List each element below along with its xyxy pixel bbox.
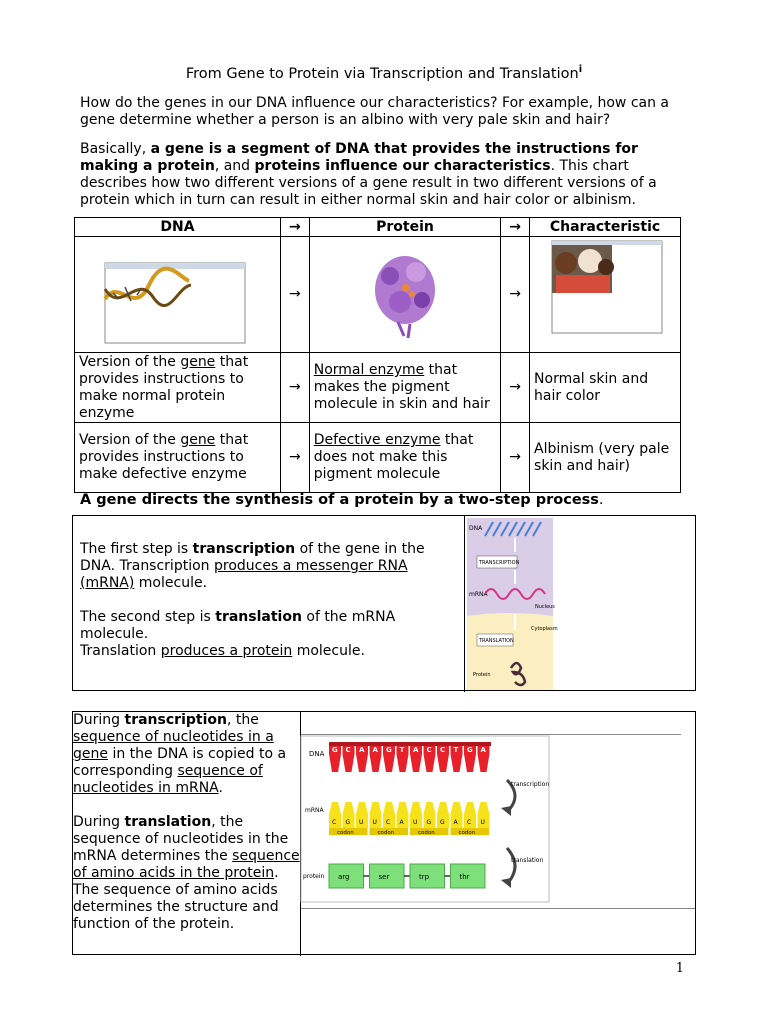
- detail-text: [73, 712, 301, 933]
- codon-label: codon: [337, 830, 354, 836]
- fig-nucleus-label: Nucleus: [535, 604, 555, 610]
- two-step-heading: A gene directs the synthesis of a protein by a two-step process.: [80, 492, 604, 508]
- dna-base-label: T: [399, 746, 405, 754]
- fig-dna-label: DNA: [469, 525, 483, 532]
- codon-label: codon: [418, 830, 435, 836]
- arrow-icon: →: [280, 423, 309, 493]
- mrna-base-label: U: [359, 819, 364, 826]
- mrna-base-label: A: [453, 819, 458, 826]
- dna-base-label: A: [372, 746, 378, 754]
- row1-characteristic: Normal skin and hair color: [530, 353, 681, 423]
- dna-helix-image: [79, 237, 275, 347]
- arrow-icon: →: [280, 218, 309, 237]
- basically-paragraph: Basically, a gene is a segment of DNA that provides the instructions for making a protein, and proteins influence our characteristics. This chart describes how two different versions of a gene result in two different versions of a protein which in turn can result in either normal skin and hair color or albinism.: [80, 141, 657, 208]
- fig-mrna-label: mRNA: [469, 591, 488, 598]
- fig-protein-label: Protein: [473, 672, 491, 678]
- mrna-base-label: U: [480, 819, 485, 826]
- header-protein: Protein: [309, 218, 501, 237]
- mrna-base-label: U: [372, 819, 377, 826]
- translation-paragraph: During translation, the sequence of nucleotides in the mRNA determines the sequence of amino acids in the protein. The sequence of amino acids determines the structure and function of the protein.: [73, 814, 300, 932]
- arrow-icon: →: [280, 237, 309, 353]
- mrna-base-label: G: [345, 819, 351, 826]
- amino-acid-label: thr: [459, 873, 470, 881]
- codon-label: codon: [377, 830, 395, 836]
- dna-base-label: G: [332, 746, 338, 754]
- mrna-base-label: G: [440, 819, 445, 826]
- mrna-base-label: G: [426, 819, 432, 826]
- image-row: [75, 237, 681, 353]
- dna-base-label: A: [413, 746, 419, 754]
- header-dna: DNA: [75, 218, 281, 237]
- header-characteristic: Characteristic: [530, 218, 681, 237]
- protein-image-cell: [309, 237, 501, 353]
- step2-paragraph: The second step is translation of the mRNA molecule.: [80, 609, 396, 642]
- page-title: From Gene to Protein via Transcription and Translation$^i$: [185, 64, 583, 82]
- mrna-base-label: C: [467, 819, 472, 826]
- children-photo-image: [534, 237, 674, 347]
- arrow-icon: →: [280, 353, 309, 423]
- dna-base-label: C: [345, 746, 351, 754]
- intro-paragraph: How do the genes in our DNA influence our characteristics? For example, how can a gene determine whether a person is an albino with very pale skin and hair?: [80, 95, 670, 128]
- step1-paragraph: The first step is transcription of the gene in the DNA. Transcription produces a messenger RNA (mRNA) molecule.: [80, 541, 425, 591]
- column-divider: [464, 516, 465, 692]
- characteristic-image-cell: [530, 237, 681, 353]
- fig-mrna-label: mRNA: [305, 807, 324, 814]
- fig-transcription-label: TRANSCRIPTION: [479, 560, 520, 566]
- row1-dna: Version of the gene that provides instructions to make normal protein enzyme: [75, 353, 281, 423]
- dna-backbone: [329, 742, 491, 746]
- two-step-text: [80, 541, 460, 660]
- dna-base-label: G: [467, 746, 473, 754]
- fig-cytoplasm-label: Cytoplasm: [531, 626, 558, 632]
- amino-acid-label: ser: [378, 873, 390, 881]
- dna-base-label: A: [480, 746, 486, 754]
- arrow-icon: →: [501, 237, 530, 353]
- gene-protein-chart-table: [74, 217, 681, 493]
- transcription-translation-figure: [467, 518, 558, 690]
- row2-dna: Version of the gene that provides instructions to make defective enzyme: [75, 423, 281, 493]
- mrna-base-label: C: [332, 819, 337, 826]
- table-row: [75, 353, 681, 423]
- row1-protein: Normal enzyme that makes the pigment molecule in skin and hair: [309, 353, 501, 423]
- mrna-base-label: C: [386, 819, 391, 826]
- fig-translation-label: translation: [511, 857, 544, 864]
- protein-structure-image: [360, 242, 450, 342]
- table-row: [75, 423, 681, 493]
- page-number: 1: [675, 961, 684, 976]
- dna-base-label: C: [426, 746, 432, 754]
- dna-base-label: A: [359, 746, 365, 754]
- codon-label: codon: [458, 830, 476, 836]
- dna-base-label: T: [453, 746, 459, 754]
- mrna-base-label: A: [399, 819, 404, 826]
- fig-protein-label: protein: [303, 873, 325, 880]
- step3-paragraph: Translation produces a protein molecule.: [80, 643, 365, 659]
- arrow-icon: →: [501, 353, 530, 423]
- table-header-row: [75, 218, 681, 237]
- codon-figure: [301, 736, 551, 906]
- amino-acid-label: arg: [338, 873, 350, 881]
- mrna-base-label: U: [413, 819, 418, 826]
- arrow-icon: →: [501, 218, 530, 237]
- row2-characteristic: Albinism (very pale skin and hair): [530, 423, 681, 493]
- transcription-paragraph: During transcription, the sequence of nucleotides in a gene in the DNA is copied to a corresponding sequence of nucleotides in mRNA.: [73, 712, 287, 796]
- fig-dna-label: DNA: [309, 750, 325, 758]
- dna-image-cell: [75, 237, 281, 353]
- fig-transcription-label: transcription: [511, 781, 550, 788]
- dna-base-label: G: [386, 746, 392, 754]
- amino-acid-label: trp: [419, 873, 430, 881]
- dna-base-label: C: [440, 746, 446, 754]
- row2-protein: Defective enzyme that does not make this pigment molecule: [309, 423, 501, 493]
- fig-translation-label: TRANSLATION: [479, 638, 514, 644]
- two-step-box: [72, 515, 696, 691]
- detail-box: [72, 711, 696, 955]
- arrow-icon: →: [501, 423, 530, 493]
